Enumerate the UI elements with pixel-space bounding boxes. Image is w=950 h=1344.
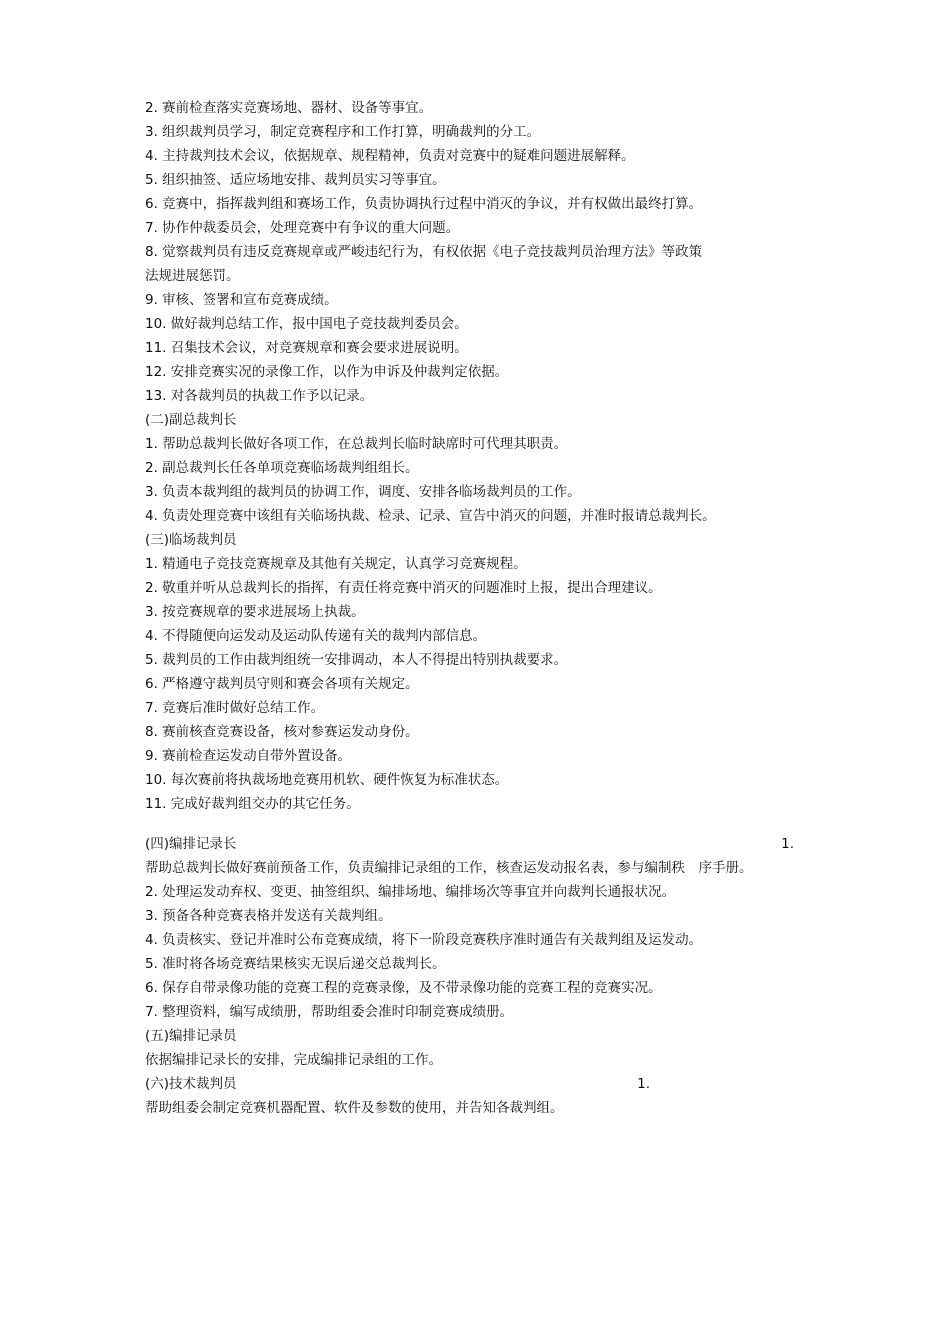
recorder-section (145, 1024, 800, 1072)
list-item: 5. 裁判员的工作由裁判组统一安排调动，本人不得提出特别执裁要求。 (145, 652, 568, 668)
section-heading-row (145, 832, 800, 856)
list-item: 6. 竞赛中，指挥裁判组和赛场工作，负责协调执行过程中消灭的争议，并有权做出最终打算。 (145, 196, 703, 212)
list-item: 12. 安排竞赛实况的录像工作，以作为申诉及仲裁判定依据。 (145, 364, 509, 380)
list-item: 4. 不得随便向运发动及运动队传递有关的裁判内部信息。 (145, 628, 487, 644)
list-item: 9. 审核、签署和宣布竞赛成绩。 (145, 292, 338, 308)
section-heading: (四)编排记录长 (145, 836, 237, 852)
list-item: 1. 帮助总裁判长做好各项工作，在总裁判长临时缺席时可代理其职责。 (145, 436, 568, 452)
list-item: 3. 组织裁判员学习，制定竞赛程序和工作打算，明确裁判的分工。 (145, 124, 541, 140)
records-chief-section (145, 832, 800, 1024)
paragraph: 依据编排记录长的安排，完成编排记录组的工作。 (145, 1052, 442, 1068)
list-item: 2. 赛前检查落实竞赛场地、器材、设备等事宜。 (145, 100, 433, 116)
section-heading: (五)编排记录员 (145, 1028, 237, 1044)
list-item: 13. 对各裁判员的执裁工作予以记录。 (145, 388, 374, 404)
list-item: 2. 敬重并听从总裁判长的指挥，有责任将竞赛中消灭的问题准时上报，提出合理建议。 (145, 580, 662, 596)
list-item: 7. 整理资料，编写成绩册，帮助组委会准时印制竞赛成绩册。 (145, 1004, 514, 1020)
list-item: 6. 保存自带录像功能的竞赛工程的竞赛录像，及不带录像功能的竞赛工程的竞赛实况。 (145, 980, 662, 996)
list-item: 2. 副总裁判长任各单项竞赛临场裁判组组长。 (145, 460, 419, 476)
list-item: 帮助总裁判长做好赛前预备工作，负责编排记录组的工作，核查运发动报名表，参与编制秩 序手册。 (145, 860, 753, 876)
list-item: 10. 每次赛前将执裁场地竞赛用机软、硬件恢复为标准状态。 (145, 772, 509, 788)
list-item: 3. 负责本裁判组的裁判员的协调工作，调度、安排各临场裁判员的工作。 (145, 484, 581, 500)
onsite-referee-section (145, 528, 800, 816)
list-item: 8. 觉察裁判员有违反竞赛规章或严峻违纪行为，有权依据《电子竞技裁判员治理方法》等政策 (145, 244, 703, 260)
list-item: 10. 做好裁判总结工作，报中国电子竞技裁判委员会。 (145, 316, 468, 332)
list-item: 1. 精通电子竞技竞赛规章及其他有关规定，认真学习竞赛规程。 (145, 556, 527, 572)
section-heading: (六)技术裁判员 (145, 1076, 237, 1092)
section-heading-row (145, 1072, 800, 1096)
list-item: 8. 赛前核查竞赛设备，核对参赛运发动身份。 (145, 724, 419, 740)
list-item: 6. 严格遵守裁判员守则和赛会各项有关规定。 (145, 676, 419, 692)
list-item: 9. 赛前检查运发动自带外置设备。 (145, 748, 352, 764)
list-item: 帮助组委会制定竞赛机器配置、软件及参数的使用，并告知各裁判组。 (145, 1100, 564, 1116)
list-item: 4. 负责处理竞赛中该组有关临场执裁、检录、记录、宣告中消灭的问题，并准时报请总裁判长。 (145, 508, 716, 524)
section-heading: (三)临场裁判员 (145, 532, 237, 548)
chief-referee-duties (145, 96, 800, 408)
list-item: 11. 完成好裁判组交办的其它任务。 (145, 796, 360, 812)
list-item: 2. 处理运发动弃权、变更、抽签组织、编排场地、编排场次等事宜并向裁判长通报状况。 (145, 884, 676, 900)
list-item: 5. 准时将各场竞赛结果核实无误后递交总裁判长。 (145, 956, 446, 972)
section-heading: (二)副总裁判长 (145, 412, 237, 428)
list-item: 4. 主持裁判技术会议，依据规章、规程精神，负责对竞赛中的疑难问题进展解释。 (145, 148, 635, 164)
tech-referee-section (145, 1072, 800, 1120)
list-item: 3. 按竞赛规章的要求进展场上执裁。 (145, 604, 365, 620)
list-item: 7. 竞赛后准时做好总结工作。 (145, 700, 325, 716)
list-item: 11. 召集技术会议，对竞赛规章和赛会要求进展说明。 (145, 340, 468, 356)
list-item: 4. 负责核实、登记并准时公布竞赛成绩，将下一阶段竞赛秩序准时通告有关裁判组及运发动。 (145, 932, 703, 948)
list-item: 5. 组织抽签、适应场地安排、裁判员实习等事宜。 (145, 172, 446, 188)
list-number: 1. (781, 836, 794, 852)
document-body (145, 96, 800, 1120)
list-item-continuation: 法规进展惩罚。 (145, 268, 240, 284)
paragraph-gap (145, 816, 800, 832)
deputy-chief-section (145, 408, 800, 528)
list-item: 3. 预备各种竞赛表格并发送有关裁判组。 (145, 908, 392, 924)
list-item: 7. 协作仲裁委员会，处理竞赛中有争议的重大问题。 (145, 220, 460, 236)
list-number: 1. (637, 1076, 650, 1092)
